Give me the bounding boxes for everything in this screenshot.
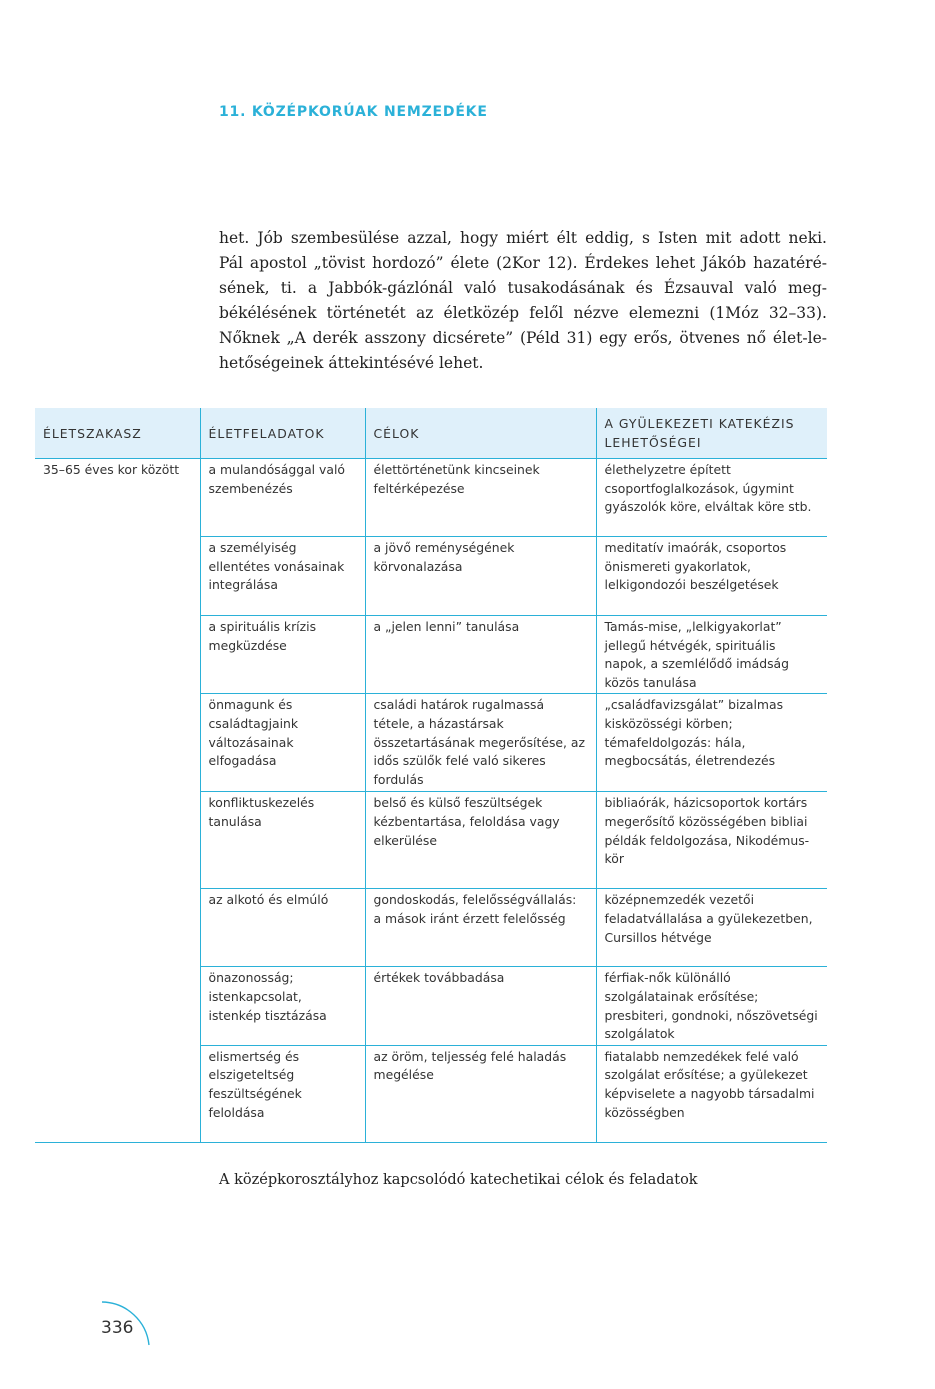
- opportunity-cell: meditatív imaórák, csoportos önismereti gyakorlatok, lelkigondozói beszélgetések: [596, 537, 827, 616]
- goal-cell: gondoskodás, felelősségvállalás: a mások iránt érzett felelősség: [365, 889, 596, 967]
- life-task-cell: a spirituális krízis megküzdése: [200, 616, 365, 694]
- column-header-goals: CÉLOK: [365, 408, 596, 459]
- paragraph-line: hetőségeinek áttekintésévé lehet.: [219, 354, 484, 372]
- opportunity-cell: élethelyzetre épített csoportfoglalkozások, úgymint gyászolók köre, elváltak köre stb.: [596, 459, 827, 537]
- life-task-cell: a mulandósággal való szembenézés: [200, 459, 365, 537]
- page-number: 336: [101, 1318, 134, 1338]
- life-task-cell: a személyiség ellentétes vonásainak integrálása: [200, 537, 365, 616]
- paragraph-line: Pál apostol „tövist hordozó” élete (2Kor 12). Érdekes lehet Jákób hazatéré-: [219, 254, 827, 272]
- opportunity-cell: férfiak-nők különálló szolgálatainak erősítése; presbiteri, gondnoki, nőszövetségi szolgálatok: [596, 967, 827, 1045]
- life-task-cell: önazonosság; istenkapcsolat, istenkép tisztázása: [200, 967, 365, 1045]
- goal-cell: belső és külső feszültségek kézbentartása, feloldása vagy elkerülése: [365, 792, 596, 889]
- column-header-life-tasks: ÉLETFELADATOK: [200, 408, 365, 459]
- chapter-title: 11. KÖZÉPKORÚAK NEMZEDÉKE: [219, 104, 488, 120]
- column-header-life-stage: ÉLETSZAKASZ: [35, 408, 200, 459]
- goal-cell: a jövő reménységének körvonalazása: [365, 537, 596, 616]
- opportunity-cell: fiatalabb nemzedékek felé való szolgálat erősítése; a gyülekezet képviselete a nagyobb társadalmi közösségben: [596, 1045, 827, 1142]
- paragraph-line: békélésének történetét az életközép felől nézve elemezni (1Móz 32–33).: [219, 304, 827, 322]
- goal-cell: az öröm, teljesség felé haladás megélése: [365, 1045, 596, 1142]
- goal-cell: értékek továbbadása: [365, 967, 596, 1045]
- goal-cell: a „jelen lenni” tanulása: [365, 616, 596, 694]
- life-task-cell: az alkotó és elmúló: [200, 889, 365, 967]
- life-task-cell: önmagunk és családtagjaink változásainak elfogadása: [200, 694, 365, 792]
- paragraph-line: het. Jób szembesülése azzal, hogy miért élt eddig, s Isten mit adott neki.: [219, 229, 827, 247]
- life-task-cell: elismertség és elszigeteltség feszültségének feloldása: [200, 1045, 365, 1142]
- catechesis-table: [35, 408, 827, 1143]
- opportunity-cell: „családfavizsgálat” bizalmas kisközösségi körben; témafeldolgozás: hála, megbocsátás, életrendezés: [596, 694, 827, 792]
- column-header-opportunities: A GYÜLEKEZETI KATEKÉZIS LEHETŐSÉGEI: [596, 408, 827, 459]
- life-task-cell: konfliktuskezelés tanulása: [200, 792, 365, 889]
- table-caption: A középkorosztályhoz kapcsolódó katechetikai célok és feladatok: [219, 1172, 698, 1188]
- table-header-row: [35, 408, 827, 459]
- paragraph-line: Nőknek „A derék asszony dicsérete” (Péld 31) egy erős, ötvenes nő élet-le-: [219, 329, 827, 347]
- opportunity-cell: középnemzedék vezetői feladatvállalása a gyülekezetben, Cursillos hétvége: [596, 889, 827, 967]
- table-row: [35, 459, 827, 537]
- opportunity-cell: bibliaórák, házicsoportok kortárs megerősítő közösségében bibliai példák feldolgozása, Nikodémus-kör: [596, 792, 827, 889]
- goal-cell: élettörténetünk kincseinek feltérképezése: [365, 459, 596, 537]
- opportunity-cell: Tamás-mise, „lelkigyakorlat” jellegű hétvégék, spirituális napok, a szemlélődő imádság közös tanulása: [596, 616, 827, 694]
- age-range-cell: 35–65 éves kor között: [35, 459, 200, 1143]
- body-paragraph: [219, 226, 827, 376]
- paragraph-line: sének, ti. a Jabbók-gázlónál való tusakodásának és Ézsauval való meg-: [219, 279, 827, 297]
- goal-cell: családi határok rugalmassá tétele, a házastársak összetartásának megerősítése, az idős szülők felé való sikeres fordulás: [365, 694, 596, 792]
